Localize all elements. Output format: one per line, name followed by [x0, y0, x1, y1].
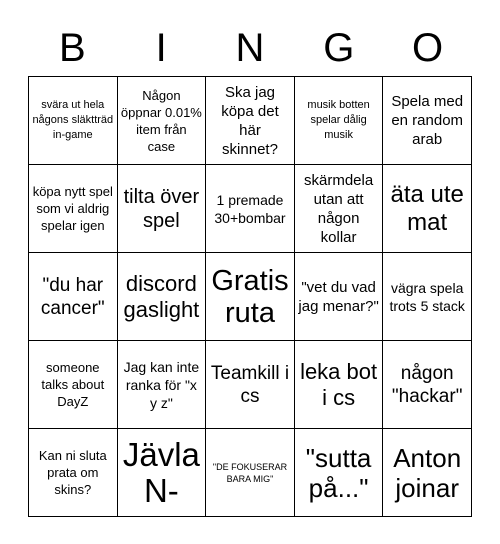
header-letter-b: B — [59, 26, 86, 70]
bingo-cell-r4-c2[interactable]: Jag kan inte ranka för "x y z" — [118, 341, 207, 429]
bingo-cell-r2-c2[interactable]: tilta över spel — [118, 165, 207, 253]
bingo-cell-r5-c4[interactable]: "sutta på..." — [295, 429, 384, 517]
bingo-cell-r1-c3[interactable]: Ska jag köpa det här skinnet? — [206, 77, 295, 165]
bingo-cell-r3-c5[interactable]: vägra spela trots 5 stack — [383, 253, 472, 341]
bingo-cell-r1-c1[interactable]: svära ut hela någons släktträd in-game — [29, 77, 118, 165]
bingo-cell-r1-c5[interactable]: Spela med en random arab — [383, 77, 472, 165]
bingo-cell-r2-c4[interactable]: skärmdela utan att någon kollar — [295, 165, 384, 253]
bingo-cell-free[interactable]: Gratis ruta — [206, 253, 295, 341]
bingo-cell-r2-c3[interactable]: 1 premade 30+bombar — [206, 165, 295, 253]
bingo-grid — [28, 76, 472, 517]
bingo-cell-r3-c4[interactable]: "vet du vad jag menar?" — [295, 253, 384, 341]
bingo-cell-r5-c1[interactable]: Kan ni sluta prata om skins? — [29, 429, 118, 517]
bingo-cell-r1-c4[interactable]: musik botten spelar dålig musik — [295, 77, 384, 165]
bingo-cell-r3-c2[interactable]: discord gaslight — [118, 253, 207, 341]
bingo-cell-r4-c1[interactable]: someone talks about DayZ — [29, 341, 118, 429]
bingo-cell-r4-c5[interactable]: någon "hackar" — [383, 341, 472, 429]
bingo-cell-r5-c5[interactable]: Anton joinar — [383, 429, 472, 517]
bingo-cell-r4-c4[interactable]: leka bot i cs — [295, 341, 384, 429]
bingo-cell-r4-c3[interactable]: Teamkill i cs — [206, 341, 295, 429]
header-letter-n: N — [235, 26, 265, 70]
bingo-cell-r2-c5[interactable]: äta ute mat — [383, 165, 472, 253]
bingo-cell-r1-c2[interactable]: Någon öppnar 0.01% item från case — [118, 77, 207, 165]
header-letter-i: I — [155, 26, 167, 70]
header-letter-o: O — [412, 26, 444, 70]
bingo-cell-r3-c1[interactable]: "du har cancer" — [29, 253, 118, 341]
bingo-cell-r5-c3[interactable]: "DE FOKUSERAR BARA MIG" — [206, 429, 295, 517]
bingo-cell-r5-c2[interactable]: Jävla N- — [118, 429, 207, 517]
bingo-header — [28, 20, 472, 76]
bingo-cell-r2-c1[interactable]: köpa nytt spel som vi aldrig spelar igen — [29, 165, 118, 253]
header-letter-g: G — [323, 26, 355, 70]
